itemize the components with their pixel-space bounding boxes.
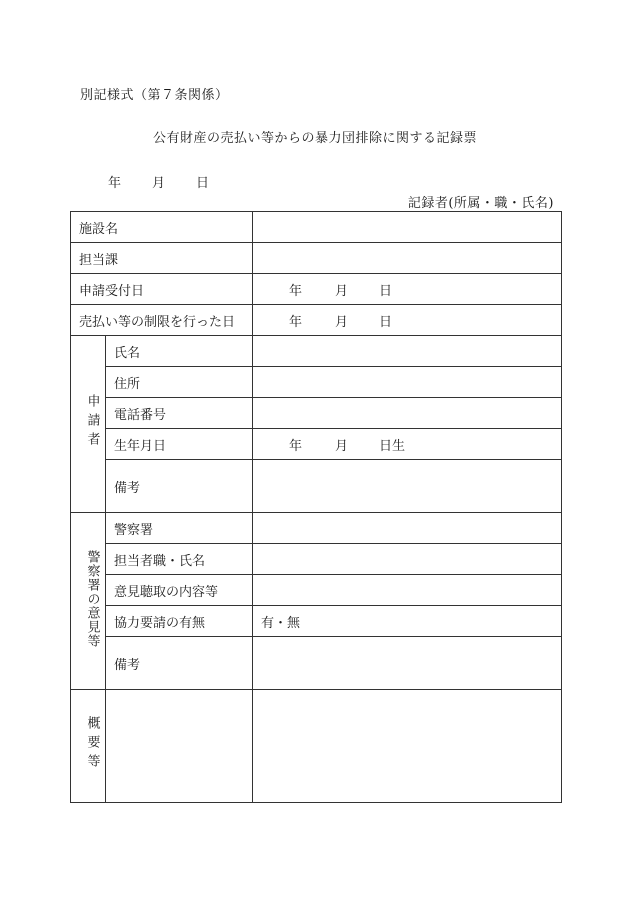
row-department [71, 243, 562, 274]
row-police-station [71, 513, 562, 544]
birth-year-unit: 年 [289, 438, 303, 454]
app-month-unit: 月 [335, 283, 349, 299]
recorder-label: 記録者(所属・職・氏名) [407, 196, 554, 211]
birth-month-unit: 月 [335, 438, 349, 454]
row-restriction-date [71, 305, 562, 336]
date-day-label: 日 [196, 176, 210, 191]
date-month-label: 月 [152, 176, 166, 191]
record-date [108, 172, 209, 191]
applicant-birthdate-label: 生年月日 [106, 429, 253, 460]
form-reference: 別記様式（第７条関係） [80, 88, 229, 103]
res-day-unit: 日 [379, 314, 393, 330]
applicant-name-label: 氏名 [106, 336, 253, 367]
applicant-group-label [71, 336, 106, 513]
row-summary [71, 690, 562, 803]
applicant-name-field[interactable] [253, 336, 562, 367]
police-cooperation-label: 協力要請の有無 [106, 606, 253, 637]
police-cooperation-field[interactable] [253, 606, 562, 637]
app-day-unit: 日 [379, 283, 393, 299]
restriction-date-field[interactable] [253, 305, 562, 336]
facility-name-label: 施設名 [71, 212, 253, 243]
date-year-label: 年 [108, 176, 122, 191]
row-applicant-remarks [71, 460, 562, 513]
record-table [70, 211, 562, 803]
police-group-text: 警察署の意見等 [84, 550, 100, 648]
police-group-label [71, 513, 106, 690]
police-station-label: 警察署 [106, 513, 253, 544]
applicant-phone-label: 電話番号 [106, 398, 253, 429]
applicant-remarks-label: 備考 [106, 460, 253, 513]
application-date-field[interactable] [253, 274, 562, 305]
applicant-remarks-field[interactable] [253, 460, 562, 513]
row-police-cooperation [71, 606, 562, 637]
police-remarks-label: 備考 [106, 637, 253, 690]
app-year-unit: 年 [289, 283, 303, 299]
police-station-field[interactable] [253, 513, 562, 544]
row-applicant-name [71, 336, 562, 367]
police-remarks-field[interactable] [253, 637, 562, 690]
row-applicant-address [71, 367, 562, 398]
row-application-date [71, 274, 562, 305]
applicant-address-label: 住所 [106, 367, 253, 398]
row-facility-name [71, 212, 562, 243]
applicant-address-field[interactable] [253, 367, 562, 398]
row-police-opinion [71, 575, 562, 606]
police-opinion-field[interactable] [253, 575, 562, 606]
applicant-birthdate-field[interactable] [253, 429, 562, 460]
restriction-date-label: 売払い等の制限を行った日 [71, 305, 253, 336]
department-field[interactable] [253, 243, 562, 274]
cooperation-yes-no: 有・無 [261, 615, 301, 631]
department-label: 担当課 [71, 243, 253, 274]
row-applicant-birthdate [71, 429, 562, 460]
summary-sub-cell[interactable] [106, 690, 253, 803]
row-applicant-phone [71, 398, 562, 429]
summary-group-text: 概要等 [84, 715, 100, 773]
birth-day-unit: 日生 [379, 438, 406, 454]
police-opinion-label: 意見聴取の内容等 [106, 575, 253, 606]
police-officer-field[interactable] [253, 544, 562, 575]
document-title: 公有財産の売払い等からの暴力団排除に関する記録票 [152, 131, 477, 146]
res-year-unit: 年 [289, 314, 303, 330]
police-officer-label: 担当者職・氏名 [106, 544, 253, 575]
summary-field[interactable] [253, 690, 562, 803]
res-month-unit: 月 [335, 314, 349, 330]
applicant-phone-field[interactable] [253, 398, 562, 429]
row-police-officer [71, 544, 562, 575]
applicant-group-text: 申請者 [84, 393, 100, 451]
row-police-remarks [71, 637, 562, 690]
facility-name-field[interactable] [253, 212, 562, 243]
summary-group-label [71, 690, 106, 803]
application-date-label: 申請受付日 [71, 274, 253, 305]
